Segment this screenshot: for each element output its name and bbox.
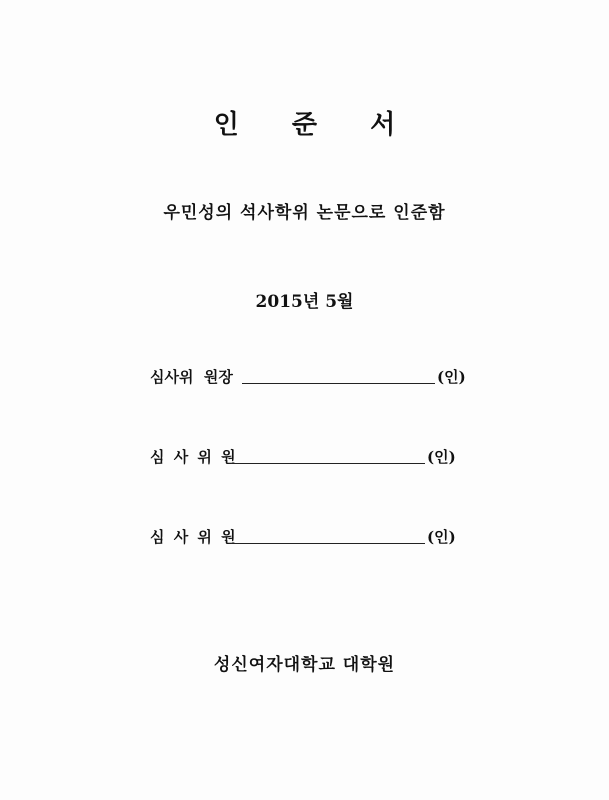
seal-mark: (인)	[427, 528, 456, 546]
signature-blank	[232, 449, 425, 464]
seal-mark: (인)	[427, 448, 456, 466]
signature-blank	[232, 529, 425, 544]
signature-line-member-1	[150, 446, 456, 467]
seal-mark: (인)	[437, 368, 466, 386]
institution-name: 성신여자대학교 대학원	[213, 655, 396, 675]
signature-blank	[242, 369, 435, 384]
signature-role: 심 사 위 원	[150, 448, 238, 466]
signature-role: 심 사 위 원	[150, 528, 238, 546]
approval-date: 2015년 5월	[255, 292, 354, 312]
signature-role: 심사위 원장	[150, 368, 233, 386]
signature-line-member-2	[150, 526, 456, 547]
document-title: 인 준 서	[213, 110, 418, 140]
approval-statement: 우민성의 석사학위 논문으로 인준함	[163, 203, 446, 223]
signature-line-chair	[150, 366, 466, 387]
